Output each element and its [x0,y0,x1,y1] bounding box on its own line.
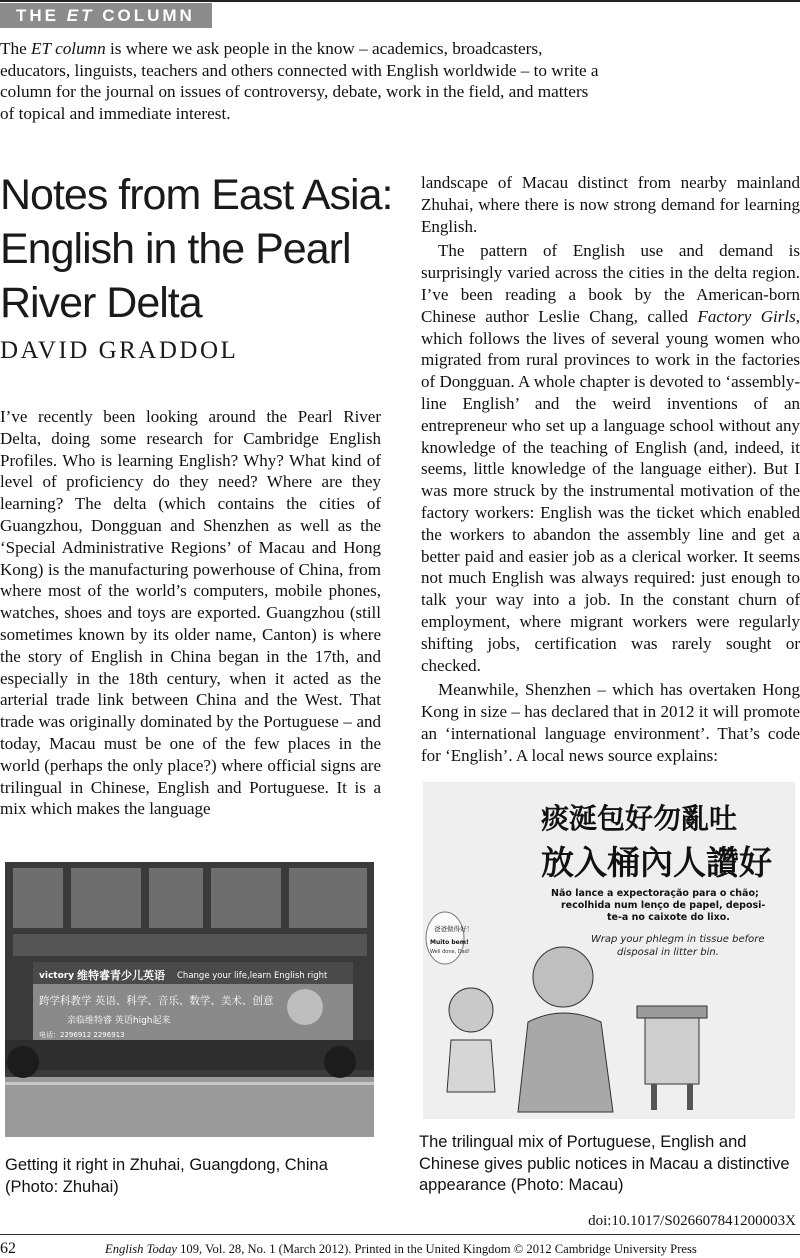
sign-portuguese-line1: Não lance a expectoração para o chão; [551,888,759,899]
footer-rule [0,1234,800,1235]
body-paragraph: The pattern of English use and demand is surprisingly varied across the cities in the delta region. I’ve been reading a book by the American-born Chinese author Leslie Chang, called Factory Girls, which follows the lives of several young women who migrated from rural provinces to work in the factories of Dongguan. A whole chapter is devoted to ‘assembly-line English’ and the weird inventions of an entrepreneur who set up a language school without any knowledge of the teaching of English (and, indeed, it seems, little knowledge of the language either). But I was more struck by the instrumental motivation of the factory workers: English was the ticket which enabled the workers to abandon the assembly line and get a better paid and easier job as a clerical worker. It seems not much English was always required: just enough to talk your way into a job. In the constant churn of employment, where migrant workers were regularly shifting jobs, certification was rarely sought or checked. [421,241,800,675]
bus-banner-brand: victory [39,971,75,981]
body-paragraph: Meanwhile, Shenzhen – which has overtaken Hong Kong in size – has declared that in 2012 it will promote an ‘international language environment’. That’s code for ‘English’. A local news source explains: [421,680,800,765]
photo1-caption: Getting it right in Zhuhai, Guangdong, China (Photo: Zhuhai) [5,1156,328,1196]
body-paragraph: I’ve recently been looking around the Pearl River Delta, doing some research for Cambridge English Profiles. Who is learning English? Why? What kind of level of proficiency do they need? Where are they learning? The delta (which contains the cities of Guangzhou, Dongguan and Shenzhen as well as the ‘Special Administrative Regions’ of Macau and Hong Kong) is the manufacturing powerhouse of China, from where most of the world’s computers, mobile phones, watches, shoes and toys are exported. Guangzhou (still sometimes known by its older name, Canton) is where the story of English in China began in the 17th, and especially in the 18th century, when it acted as the arterial trade link between China and the West. That trade was originally dominated by the Portuguese – and today, Macau must be one of the few places in the world (perhaps the only place?) where official signs are trilingual in Chinese, English and Portuguese. It is a mix which makes the language [0,407,381,819]
article-author: DAVID GRADDOL [0,337,239,364]
bus-banner-slogan: 亲临维特睿 英语high起来 [67,1016,171,1026]
column-intro: The ET column is where we ask people in the know – academics, broadcasters, educators, linguists, teachers and others connected with English worldwide – to write a column for the journal on issues of controversy, debate, work in the field, and matters of topical and immediate interest. [0,39,599,123]
macau-sign-photo [423,782,795,1119]
bus-banner-phone: 电话：2296912 2296913 [39,1031,125,1039]
sign-portuguese-line2: recolhida num lenço de papel, deposi- [561,900,766,911]
sign-portuguese-line3: te-a no caixote do lixo. [607,912,730,923]
photo2-caption: The trilingual mix of Portuguese, English and Chinese gives public notices in Macau a distinctive appearance (Photo: Macau) [419,1133,790,1194]
journal-footer: English Today 109, Vol. 28, No. 1 (March 2012). Printed in the United Kingdom © 2012 Cambridge University Press [105,1242,697,1256]
sign-english-line2: disposal in litter bin. [617,947,719,958]
body-paragraph: landscape of Macau distinct from nearby mainland Zhuhai, where there is now strong demand for learning English. [421,173,800,236]
sign-chinese-line1: 痰涎包好勿亂吐 [541,802,738,835]
bus-photo [5,862,374,1137]
left-column [0,406,381,820]
column-banner: THE ET COLUMN [0,3,212,28]
doi: doi:10.1017/S026607841200003X [588,1213,796,1229]
right-column [421,172,800,767]
bubble-portuguese: Muito bem! [430,939,469,946]
bus-banner-english: Change your life,learn English right [177,971,328,981]
sign-chinese-line2: 放入桶內人讚好 [541,843,772,882]
bus-banner-subjects: 跨学科教学 英语、科学、音乐、数学、美术、创意 [39,995,274,1007]
bus-banner-chinese: 维特睿青少儿英语 [77,969,165,982]
bubble-english: Well done, Dad! [430,949,470,955]
bubble-chinese: 爸爸做得好！ [434,925,473,933]
page-number: 62 [0,1240,16,1257]
top-rule [0,0,800,2]
sign-english-line1: Wrap your phlegm in tissue before [591,934,765,945]
article-title: Notes from East Asia: English in the Pearl River Delta [0,171,393,327]
